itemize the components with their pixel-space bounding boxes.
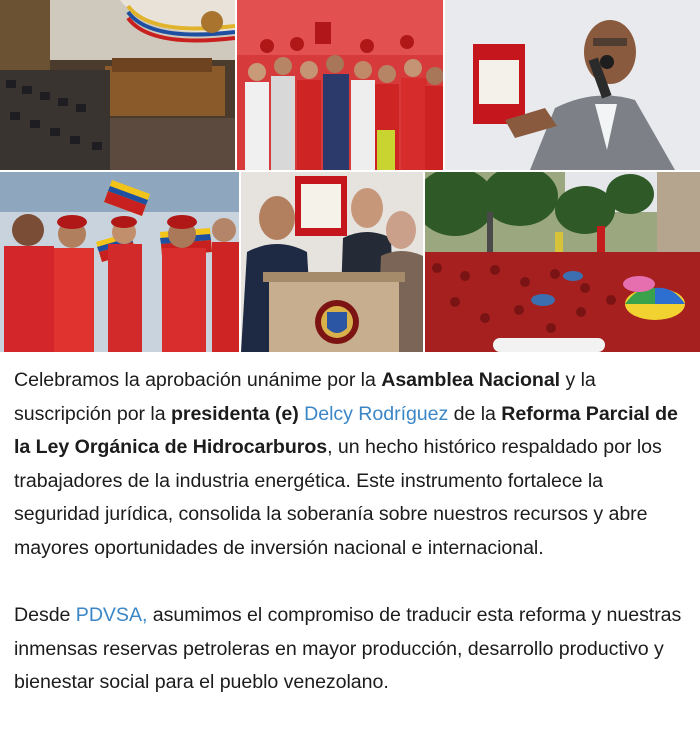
body-text: Desde: [14, 604, 76, 627]
bold-text: Reforma Parcial de la Ley Orgánica de Hidrocarburos: [14, 402, 678, 459]
photo-red-shirt-crowd[interactable]: [237, 0, 443, 170]
post-paragraph-2: [14, 599, 690, 700]
body-text: y la suscripción por la: [14, 369, 596, 425]
body-text: , un hecho histórico respaldado por los trabajadores de la industria energética. Este instrumento fortalece la seguridad jurídica, consolida la soberanía sobre nuestros recursos y abre mayores oportunidades de inversión nacional e internacional.: [14, 436, 662, 559]
mention-link[interactable]: PDVSA,: [75, 604, 148, 627]
mention-link[interactable]: Delcy Rodríguez: [304, 402, 449, 425]
photo-street-rally[interactable]: [425, 172, 700, 352]
bold-text: Asamblea Nacional: [381, 369, 561, 391]
post-paragraph-1: [14, 364, 690, 566]
body-text: asumimos el compromiso de traducir esta reforma y nuestras inmensas reservas petroleras en mayor producción, desarrollo productivo y bienestar social para el pueblo venezolano.: [14, 604, 682, 694]
photo-assembly-hall[interactable]: [0, 0, 235, 170]
post-text: [14, 364, 690, 700]
body-text: de la: [448, 402, 502, 425]
bold-text: presidenta (e): [170, 402, 299, 425]
photo-women-flags[interactable]: [0, 172, 239, 352]
photo-officials-podium[interactable]: [241, 172, 423, 352]
photo-speaker[interactable]: [445, 0, 700, 170]
photo-collage[interactable]: [0, 0, 700, 352]
body-text: Celebramos la aprobación unánime por la: [14, 369, 382, 391]
